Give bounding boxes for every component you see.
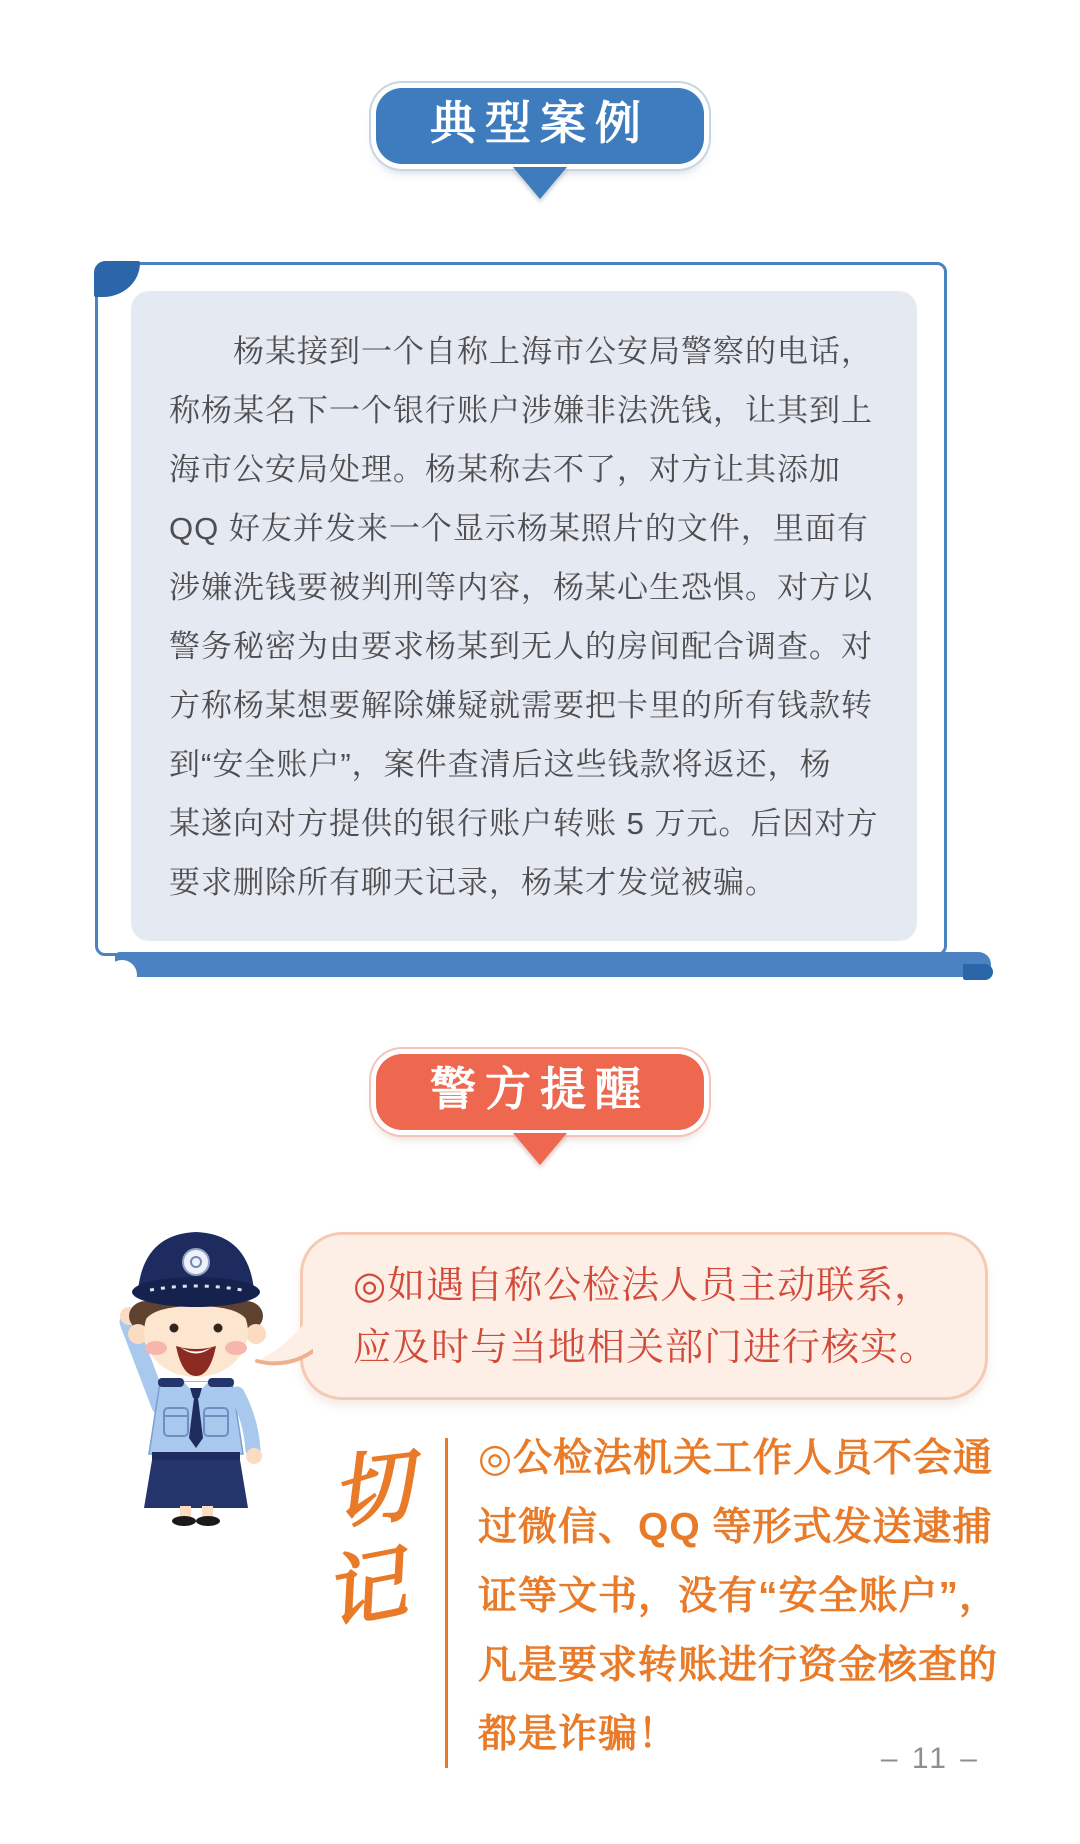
text-line: ◎如遇自称公检法人员主动联系， (353, 1265, 934, 1307)
text-line: 证等文书，没有“安全账户”， (478, 1575, 1000, 1618)
text-line: 海市公安局处理。杨某称去不了，对方让其添加 (169, 452, 841, 487)
text-line: 到“安全账户”，案件查清后这些钱款将返还，杨 (169, 747, 832, 782)
section-banner-typical-case (0, 88, 1080, 199)
case-card (95, 262, 947, 956)
banner-box (376, 88, 704, 164)
text-line: 某遂向对方提供的银行账户转账 5 万元。后因对方 (169, 806, 879, 841)
remember-calligraphy (316, 1442, 428, 1642)
banner-label-police-reminder: 警方提醒 (430, 1064, 650, 1115)
text-line: 称杨某名下一个银行账户涉嫌非法洗钱，让其到上 (169, 393, 873, 428)
text-line: 应及时与当地相关部门进行核实。 (353, 1327, 939, 1369)
text-line: ◎公检法机关工作人员不会通 (478, 1437, 994, 1480)
text-line: QQ 好友并发来一个显示杨某照片的文件，里面有 (169, 511, 869, 546)
remember-char-1: 切 (326, 1442, 418, 1540)
policewoman-illustration (110, 1210, 282, 1528)
text-line: 过微信、QQ 等形式发送逮捕 (478, 1506, 993, 1549)
scroll-roll-bar (115, 952, 991, 977)
banner-pointer-icon (513, 1133, 567, 1165)
page-number: – 11 – (880, 1742, 980, 1775)
banner-box (376, 1054, 704, 1130)
text-line: 凡是要求转账进行资金核查的 (478, 1644, 999, 1687)
remember-char-2: 记 (317, 1539, 413, 1642)
text-line: 方称杨某想要解除嫌疑就需要把卡里的所有钱款转 (169, 688, 873, 723)
banner-label-typical-case: 典型案例 (430, 98, 650, 149)
reminder-bubble-text (353, 1255, 965, 1379)
scroll-tip-icon (963, 964, 993, 980)
section-banner-police-reminder (0, 1054, 1080, 1165)
reminder-speech-bubble (300, 1232, 988, 1400)
text-line: 涉嫌洗钱要被判刑等内容，杨某心生恐惧。对方以 (169, 570, 873, 605)
scroll-curl-icon (107, 960, 137, 990)
text-line: 杨某接到一个自称上海市公安局警察的电话， (169, 334, 873, 369)
text-line: 警务秘密为由要求杨某到无人的房间配合调查。对 (169, 629, 873, 664)
case-text-box (131, 291, 917, 941)
page-curl-icon (94, 261, 140, 297)
vertical-divider (445, 1438, 448, 1768)
speech-bubble-tail-icon (255, 1309, 313, 1369)
text-line: 都是诈骗！ (478, 1713, 679, 1756)
banner-pointer-icon (513, 167, 567, 199)
warning-text-block (478, 1424, 1038, 1769)
saluting-policewoman-icon (110, 1210, 282, 1528)
text-line: 要求删除所有聊天记录，杨某才发觉被骗。 (169, 865, 777, 900)
